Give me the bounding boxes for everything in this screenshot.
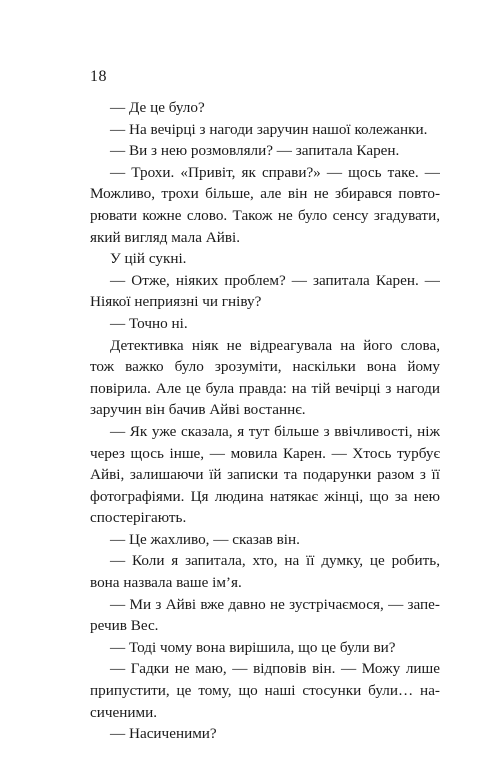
text-line: — Це жахливо, — сказав він.: [110, 530, 300, 548]
text-line: — Трохи. «Привіт, як справи?» — щось таке. —: [110, 163, 440, 181]
text-line: припустити, це тому, що наші стосунки були… на-: [90, 682, 440, 700]
text-line: — Отже, ніяких проблем? — запитала Карен. —: [110, 271, 440, 289]
text-line: — Тоді чому вона вирішила, що це були ви?: [110, 638, 396, 656]
text-line: тож важко було зрозуміти, наскільки вона йому: [90, 358, 440, 376]
text-line: спостерігають.: [90, 509, 187, 527]
text-line: який вигляд мала Айві.: [90, 228, 241, 246]
text-line: Детективка ніяк не відреагувала на його слова,: [110, 336, 440, 354]
text-line: рювати кожне слово. Також не було сенсу згадувати,: [90, 206, 440, 224]
text-line: через щось інше, — мовила Карен. — Хтось турбує: [90, 444, 440, 462]
text-line: — Ви з нею розмовляли? — запитала Карен.: [110, 142, 400, 160]
page-number: 18: [90, 68, 107, 85]
text-line: — Насиченими?: [110, 725, 217, 743]
text-line: фотографіями. Ця людина натякає жінці, що за нею: [90, 487, 440, 505]
text-line: заручин він бачив Айві востаннє.: [90, 401, 306, 419]
text-line: Ніякої неприязні чи гніву?: [90, 293, 262, 311]
text-line: — Де це було?: [110, 99, 205, 116]
text-line: — Гадки не маю, — відповів він. — Можу лише: [110, 660, 440, 678]
text-line: Можливо, трохи більше, але він не збирався повто-: [90, 185, 440, 203]
text-line: — Коли я запитала, хто, на її думку, це робить,: [110, 552, 440, 570]
text-line: повірила. Але це була правда: на тій вечірці з нагоди: [90, 379, 440, 397]
text-line: — Точно ні.: [110, 314, 188, 332]
text-line: У цій сукні.: [110, 250, 187, 268]
text-line: Айві, залишаючи їй записки та подарунки разом з її: [90, 466, 440, 484]
text-line: сиченими.: [90, 703, 158, 721]
body-text: [90, 97, 440, 745]
text-line: речив Вес.: [90, 617, 159, 635]
text-line: вона назвала ваше ім’я.: [90, 574, 242, 592]
text-line: — На вечірці з нагоди заручин нашої колежанки.: [110, 120, 428, 138]
text-line: — Ми з Айві вже давно не зустрічаємося, — запе-: [110, 595, 440, 613]
text-line: — Як уже сказала, я тут більше з ввічливості, ніж: [110, 422, 440, 440]
